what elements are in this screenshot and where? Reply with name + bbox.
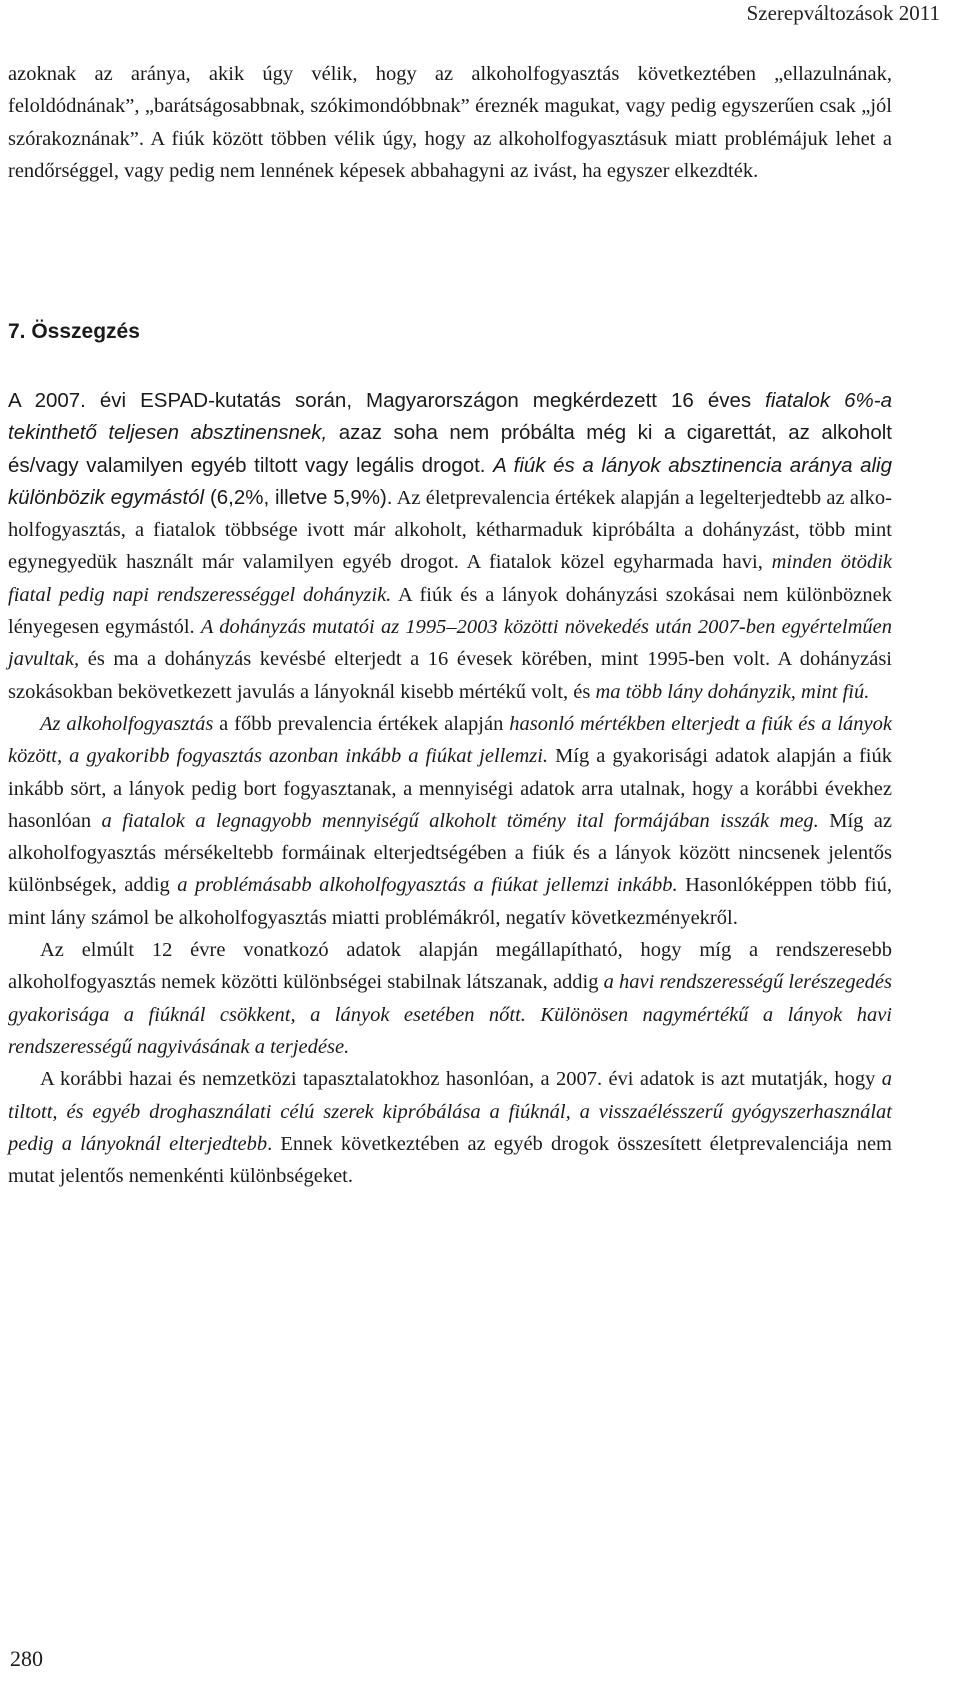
emphasis-run: minden ötödik fiatal pedig napi rendszerességgel dohányzik. — [8, 551, 892, 606]
emphasis-run: hasonló mértékben elterjedt a fiúk és a lányok között, a gyakoribb fogyasztás azonban inkább a fiúkat jellemzi. — [8, 712, 892, 768]
intro-paragraph — [8, 58, 892, 187]
summary-paragraph-4 — [8, 1063, 892, 1192]
text-run: A 2007. évi ESPAD-kutatás során, Magyarországon megkérdezett 16 éves — [8, 389, 766, 412]
text-run: Az életprevalencia értékek alapján a legelterjedtebb az alkoholfogyasztás, a fiatalok többsége ivott már alkoholt, kétharmaduk kipróbálta a dohányzást, több mint egynegyedük használt már valamilyen egyéb drogot. A fiatalok közel egyharmada havi, — [8, 486, 892, 574]
text-run: Míg az alkoholfogyasztás mérsékeltebb formáinak elterjedtségében a fiúk és a lányok között nincsenek jelentős különbségek, addig — [8, 809, 892, 897]
emphasis-run: Az alkoholfogyasztás — [40, 712, 214, 735]
text-run: . Ennek következtében az egyéb drogok összesített életprevalenciája nem mutat jelentős nemenkénti különbségeket. — [8, 1132, 892, 1188]
text-run: Hasonlóképpen több fiú, mint lány számol be alkoholfogyasztás miatti problémákról, negatív következményekről. — [8, 874, 892, 929]
emphasis-run: ma több lány dohányzik, mint fiú. — [595, 680, 870, 703]
text-run: A korábbi hazai és nemzetközi tapasztalatokhoz hasonlóan, a 2007. évi adatok is azt mutatják, hogy — [40, 1068, 882, 1091]
page-number: 280 — [10, 1646, 43, 1671]
emphasis-run: a tiltott, és egyéb droghasználati célú szerek kipróbálása a fiúknál, a visszaélésszerű gyógyszerhasználat pedig a lányoknál elterjedtebb — [8, 1068, 892, 1155]
summary-paragraph-1 — [8, 385, 892, 708]
summary-section — [8, 385, 892, 1192]
summary-paragraph-3 — [8, 934, 892, 1063]
text-run: Az elmúlt 12 évre vonatkozó adatok alapján megállapítható, hogy míg a rendszeresebb alkoholfogyasztás nemek közötti különbségei stabilnak látszanak, addig — [8, 939, 892, 994]
emphasis-run: fiatalok 6%-a tekinthető teljesen absztinensnek, — [8, 389, 892, 445]
text-run: a főbb prevalencia értékek alapján — [213, 712, 510, 735]
emphasis-run: a problémásabb alkoholfogyasztás a fiúkat jellemzi inkább. — [177, 874, 678, 897]
text-run: A fiúk és a lányok dohányzási szokásai nem különböznek lényegesen egymástól. — [8, 583, 893, 639]
running-header: Szerepváltozások 2011 — [746, 1, 940, 25]
summary-paragraph-2 — [8, 708, 892, 934]
text-run: és ma a dohányzás kevésbé elterjedt a 16 évesek körében, mint 1995-ben volt. A dohányzási szokásokban bekövetkezett javulás a lányoknál kisebb mértékű volt, és — [8, 648, 892, 703]
emphasis-run: A dohányzás mutatói az 1995–2003 közötti növekedés után 2007-ben egyértelműen javultak, — [8, 616, 892, 671]
text-run: Míg a gyakorisági adatok alapján a fiúk inkább sört, a lányok pedig bort fogyasztanak, a mennyiségi adatok arra utalnak, hogy a korábbi évekhez hasonlóan — [8, 745, 892, 832]
emphasis-run: a havi rendszerességű lerészegedés gyakorisága a fiúknál csökkent, a lányok esetében nőtt. Különösen nagymértékű a lányok havi rendszerességű nagyivásának a terjedése. — [8, 971, 892, 1058]
emphasis-run: a fiatalok a legnagyobb mennyiségű alkoholt tömény ital formájában isszák meg. — [101, 809, 819, 832]
section-heading: 7. Összegzés — [8, 320, 140, 343]
text-run: azaz soha nem próbálta még ki a cigarettát, az alkoholt és/vagy valamilyen egyéb tiltott vagy legális drogot. — [8, 421, 892, 477]
intro-paragraph-text: azoknak az aránya, akik úgy vélik, hogy az alkoholfogyasztás következtében „ellazulnának, feloldódnának”, „barátságosabbnak, szókimondóbbnak” éreznék magukat, vagy pedig egyszerűen csak „jól szórakoznának”. A fiúk között többen vélik úgy, hogy az alkoholfogyasztásuk miatt problémájuk lehet a rendőrséggel, vagy pedig nem lennének képesek abbahagyni az ivást, ha egyszer elkezdték. — [8, 63, 892, 182]
text-run: (6,2%, illetve 5,9%). — [204, 485, 393, 509]
emphasis-run: A fiúk és a lányok absztinencia aránya alig különbözik egymástól — [8, 453, 892, 509]
